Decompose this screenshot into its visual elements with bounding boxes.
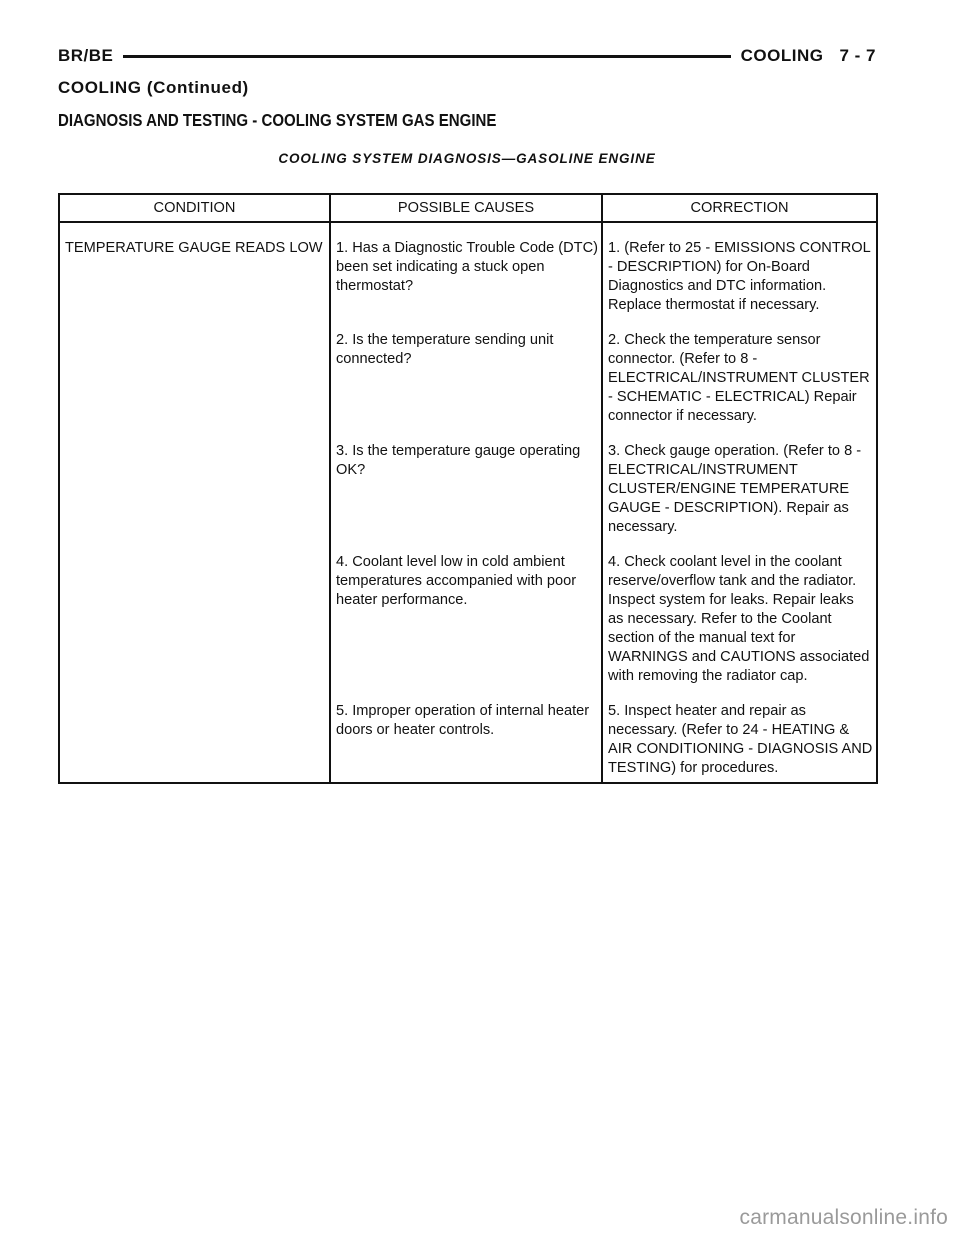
- diagnosis-table: [58, 193, 878, 784]
- column-header-condition: CONDITION: [59, 194, 330, 222]
- correction-cell: 5. Inspect heater and repair as necessary. (Refer to 24 - HEATING & AIR CONDITIONING - DIAGNOSIS AND TESTING) for procedures.: [602, 695, 877, 783]
- running-header: [58, 44, 876, 68]
- correction-cell: 1. (Refer to 25 - EMISSIONS CONTROL - DESCRIPTION) for On-Board Diagnostics and DTC information. Replace thermostat if necessary.: [602, 222, 877, 324]
- correction-cell: 2. Check the temperature sensor connector. (Refer to 8 - ELECTRICAL/INSTRUMENT CLUSTER - SCHEMATIC - ELECTRICAL) Repair connector if necessary.: [602, 324, 877, 435]
- correction-cell: 4. Check coolant level in the coolant reserve/overflow tank and the radiator. Inspect system for leaks. Repair leaks as necessary. Refer to the Coolant section of the manual text for WARNINGS and CAUTIONS associated with removing the radiator cap.: [602, 546, 877, 695]
- table-row: [59, 324, 877, 435]
- section-name: COOLING: [740, 46, 824, 65]
- correction-cell: 3. Check gauge operation. (Refer to 8 - ELECTRICAL/INSTRUMENT CLUSTER/ENGINE TEMPERATURE GAUGE - DESCRIPTION). Repair as necessary.: [602, 435, 877, 546]
- table-row: [59, 695, 877, 783]
- cause-cell: 1. Has a Diagnostic Trouble Code (DTC) been set indicating a stuck open thermostat?: [330, 222, 602, 324]
- cause-cell: 2. Is the temperature sending unit connected?: [330, 324, 602, 435]
- model-code: BR/BE: [58, 46, 114, 65]
- header-rule: [123, 55, 730, 58]
- condition-cell: [59, 324, 330, 435]
- continued-heading: COOLING (Continued): [58, 78, 249, 97]
- table-header-row: [59, 194, 877, 222]
- table-row: [59, 546, 877, 695]
- condition-cell: [59, 435, 330, 546]
- condition-cell: [59, 546, 330, 695]
- page-number: 7 - 7: [839, 46, 876, 65]
- condition-cell: [59, 695, 330, 783]
- watermark-link[interactable]: carmanualsonline.info: [739, 1206, 948, 1229]
- column-header-causes: POSSIBLE CAUSES: [330, 194, 602, 222]
- column-header-correction: CORRECTION: [602, 194, 877, 222]
- section-heading: DIAGNOSIS AND TESTING - COOLING SYSTEM GAS ENGINE: [58, 110, 497, 130]
- table-caption: COOLING SYSTEM DIAGNOSIS—GASOLINE ENGINE: [278, 151, 656, 166]
- cause-cell: 3. Is the temperature gauge operating OK?: [330, 435, 602, 546]
- condition-cell: TEMPERATURE GAUGE READS LOW: [65, 240, 323, 256]
- table-row: [59, 435, 877, 546]
- cause-cell: 5. Improper operation of internal heater doors or heater controls.: [330, 695, 602, 783]
- table-row: [59, 222, 877, 324]
- cause-cell: 4. Coolant level low in cold ambient temperatures accompanied with poor heater performance.: [330, 546, 602, 695]
